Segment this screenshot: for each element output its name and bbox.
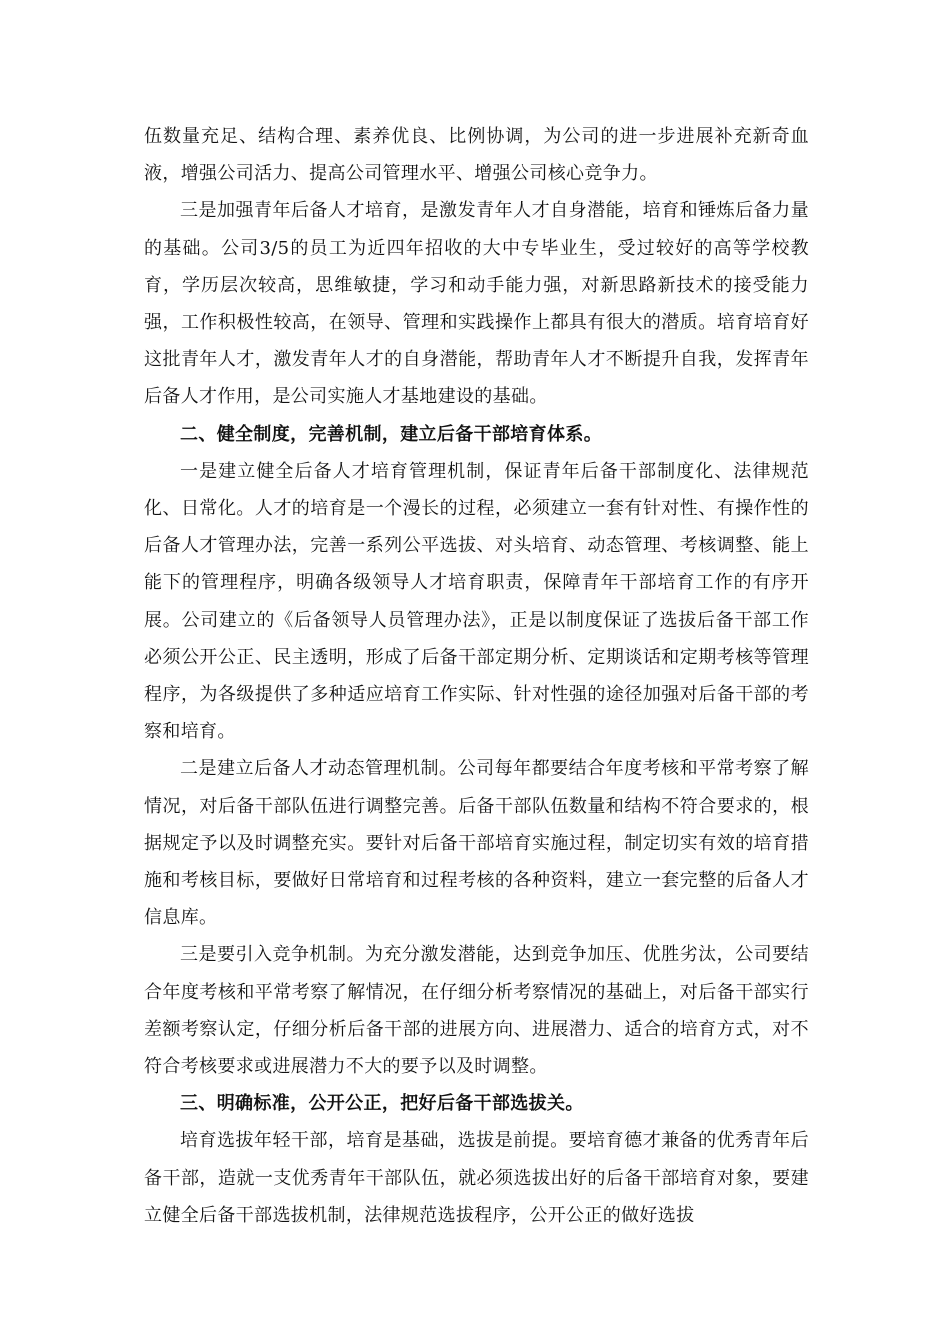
- paragraph-competition-mechanism: 三是要引入竞争机制。为充分激发潜能，达到竞争加压、优胜劣汰，公司要结合年度考核和平常考察了解情况，在仔细分析考察情况的基础上，对后备干部实行差额考察认定，仔细分析后备干部的进展方向、进展潜力、适合的培育方式，对不符合考核要求或进展潜力不大的要予以及时调整。: [144, 944, 809, 1078]
- paragraph-dynamic-management: 二是建立后备人才动态管理机制。公司每年都要结合年度考核和平常考察了解情况，对后备干部队伍进行调整完善。后备干部队伍数量和结构不符合要求的，根据规定予以及时调整充实。要针对后备干部培育实施过程，制定切实有效的培育措施和考核目标，要做好日常培育和过程考核的各种资料，建立一套完整的后备人才信息库。: [144, 758, 809, 929]
- paragraph-continuation: 伍数量充足、结构合理、素养优良、比例协调，为公司的进一步进展补充新奇血液，增强公司活力、提高公司管理水平、增强公司核心竞争力。: [144, 126, 809, 185]
- document-body: [144, 118, 809, 1234]
- paragraph-youth-talent: 三是加强青年后备人才培育，是激发青年人才自身潜能，培育和锤炼后备力量的基础。公司3/5的员工为近四年招收的大中专毕业生，受过较好的高等学校教育，学历层次较高，思维敏捷，学习和动手能力强，对新思路新技术的接受能力强，工作积极性较高，在领导、管理和实践操作上都具有很大的潜质。培育培育好这批青年人才，激发青年人才的自身潜能，帮助青年人才不断提升自我，发挥青年后备人才作用，是公司实施人才基地建设的基础。: [144, 200, 809, 408]
- paragraph-management-mechanism: 一是建立健全后备人才培育管理机制，保证青年后备干部制度化、法律规范化、日常化。人才的培育是一个漫长的过程，必须建立一套有针对性、有操作性的后备人才管理办法，完善一系列公平选拔、对头培育、动态管理、考核调整、能上能下的管理程序，明确各级领导人才培育职责，保障青年干部培育工作的有序开展。公司建立的《后备领导人员管理办法》，正是以制度保证了选拔后备干部工作必须公开公正、民主透明，形成了后备干部定期分析、定期谈话和定期考核等管理程序，为各级提供了多种适应培育工作实际、针对性强的途径加强对后备干部的考察和培育。: [144, 460, 809, 743]
- section-heading-2: 二、健全制度，完善机制，建立后备干部培育体系。: [180, 423, 603, 445]
- paragraph-selection: 培育选拔年轻干部，培育是基础，选拔是前提。要培育德才兼备的优秀青年后备干部，造就一支优秀青年干部队伍，就必须选拔出好的后备干部培育对象，要建立健全后备干部选拔机制，法律规范选拔程序，公开公正的做好选拔: [144, 1130, 809, 1226]
- section-heading-3: 三、明确标准，公开公正，把好后备干部选拔关。: [180, 1093, 584, 1115]
